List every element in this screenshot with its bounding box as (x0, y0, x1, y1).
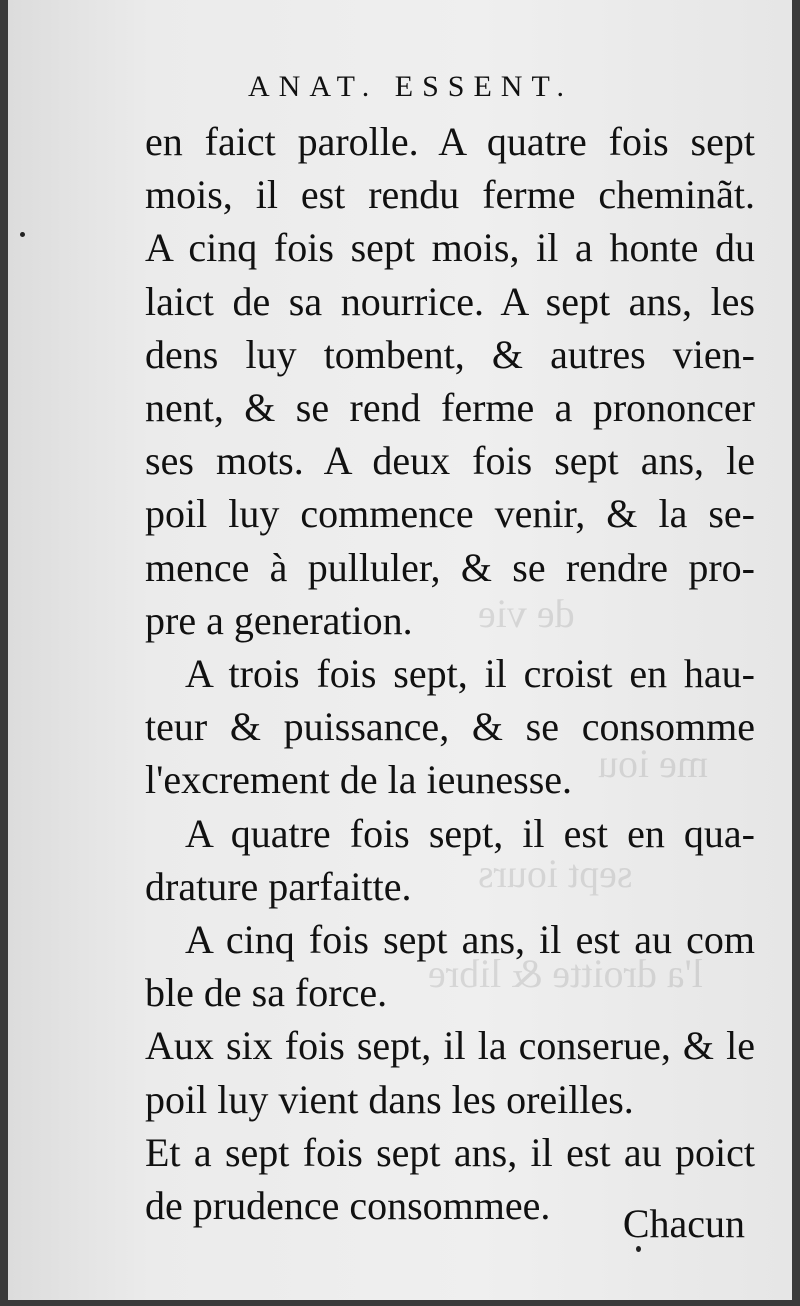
text-line: poil luy commence venir, & la se- (145, 491, 755, 537)
text-line: Aux six fois sept, il la conserue, & le (145, 1023, 755, 1069)
body-text (145, 115, 755, 1232)
catchword: Chacun (622, 1201, 745, 1246)
text-line: mence à pulluler, & se rendre pro- (145, 544, 755, 590)
text-line: de prudence consommee. (145, 1183, 551, 1229)
text-line: ses mots. A deux fois sept ans, le (145, 438, 755, 484)
text-line: dens luy tombent, & autres vien- (145, 331, 755, 377)
text-line: poil luy vient dans les oreilles. (145, 1076, 634, 1122)
text-line: mois, il est rendu ferme cheminãt. (145, 172, 755, 218)
text-line: laict de sa nourrice. A sept ans, les (145, 278, 755, 324)
text-line: pre a generation. (145, 597, 413, 643)
text-line: A trois fois sept, il croist en hau- (185, 651, 755, 697)
text-line: A cinq fois sept mois, il a honte du (145, 225, 755, 271)
text-line: l'excrement de la ieunesse. (145, 757, 573, 803)
text-line: ble de sa force. (145, 970, 388, 1016)
text-line: en faict parolle. A quatre fois sept (145, 119, 755, 164)
show-through-4: l'a droitte & libre (428, 951, 703, 996)
running-head: ANAT. ESSENT. (248, 70, 574, 103)
ink-speck (636, 1246, 641, 1252)
text-line: drature parfaitte. (145, 863, 412, 909)
text-line: teur & puissance, & se consomme (145, 704, 755, 750)
show-through-2: me iou (598, 741, 708, 786)
text-line: A cinq fois sept ans, il est au com (185, 917, 755, 963)
book-page (8, 0, 792, 1300)
show-through-3: sept iours (478, 851, 633, 896)
text-line: nent, & se rend ferme a prononcer (145, 385, 755, 431)
ink-speck (20, 232, 25, 237)
show-through-1: de vie (478, 591, 575, 636)
text-line: A quatre fois sept, il est en qua- (185, 810, 755, 856)
text-line: Et a sept fois sept ans, il est au poict (145, 1129, 755, 1175)
